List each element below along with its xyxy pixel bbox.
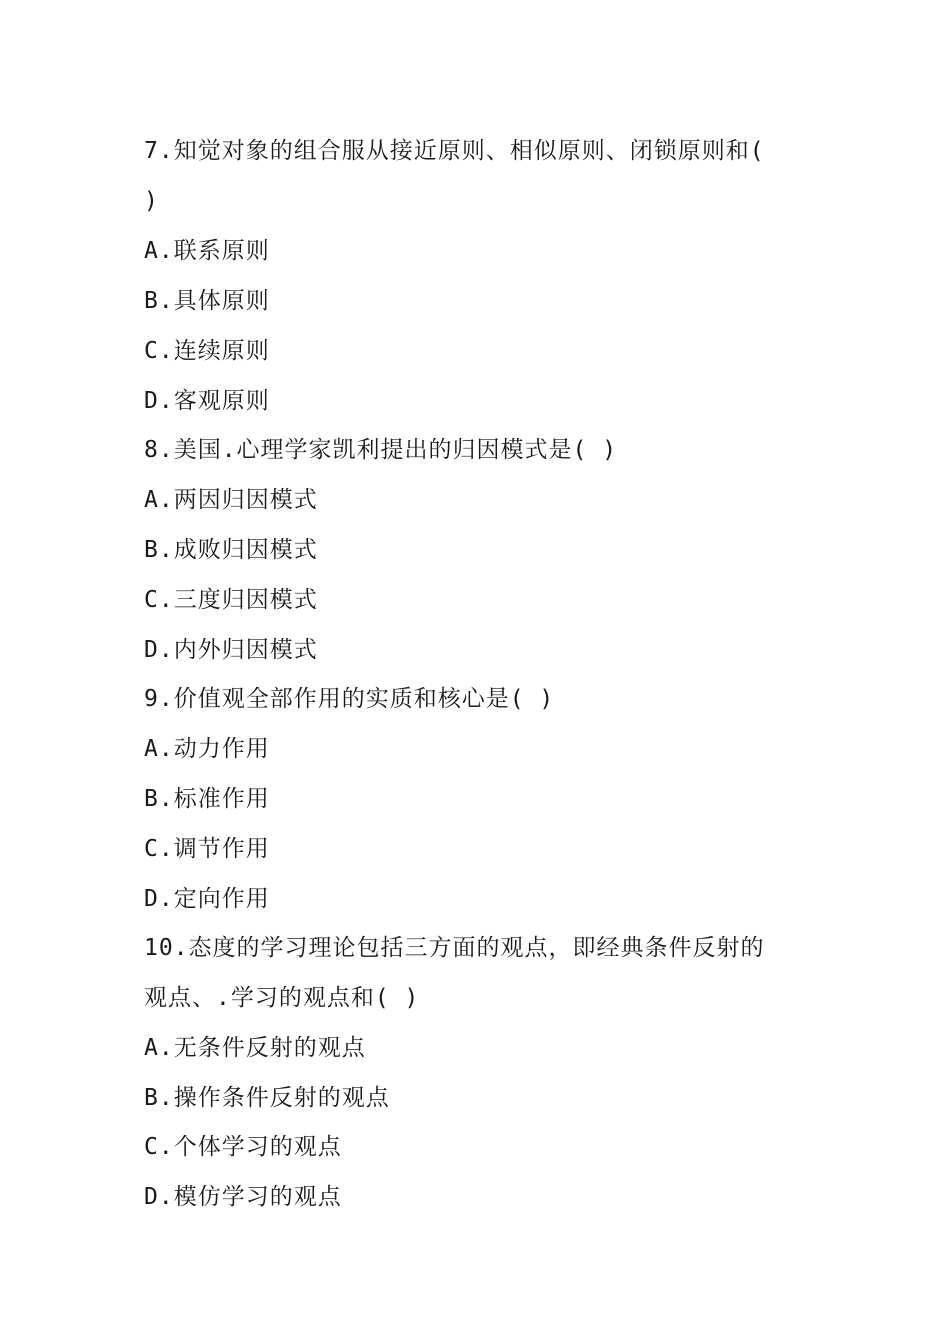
question-10-option-a: A.无条件反射的观点 bbox=[144, 1035, 366, 1061]
question-7-stem-line-1: 7.知觉对象的组合服从接近原则、相似原则、闭锁原则和( bbox=[144, 138, 765, 164]
question-9-option-c: C.调节作用 bbox=[144, 836, 270, 862]
question-7-option-a: A.联系原则 bbox=[144, 238, 270, 264]
question-8-option-a: A.两因归因模式 bbox=[144, 487, 318, 513]
question-10-option-d: D.模仿学习的观点 bbox=[144, 1184, 342, 1210]
question-7-option-d: D.客观原则 bbox=[144, 388, 270, 414]
question-7-option-c: C.连续原则 bbox=[144, 338, 270, 364]
question-10-option-b: B.操作条件反射的观点 bbox=[144, 1085, 390, 1111]
question-7-stem-line-2: ) bbox=[144, 188, 159, 214]
question-9-option-a: A.动力作用 bbox=[144, 736, 270, 762]
question-7-option-b: B.具体原则 bbox=[144, 288, 270, 314]
question-8-stem: 8.美国.心理学家凯利提出的归因模式是( ) bbox=[144, 437, 618, 463]
question-10-stem-line-1: 10.态度的学习理论包括三方面的观点，即经典条件反射的 bbox=[144, 935, 765, 961]
question-10-stem-line-2: 观点、.学习的观点和( ) bbox=[144, 985, 420, 1011]
question-8-option-d: D.内外归因模式 bbox=[144, 637, 318, 663]
question-9-option-d: D.定向作用 bbox=[144, 886, 270, 912]
question-8-option-c: C.三度归因模式 bbox=[144, 587, 318, 613]
question-9-option-b: B.标准作用 bbox=[144, 786, 270, 812]
question-9-stem: 9.价值观全部作用的实质和核心是( ) bbox=[144, 686, 555, 712]
question-10-option-c: C.个体学习的观点 bbox=[144, 1134, 342, 1160]
question-8-option-b: B.成败归因模式 bbox=[144, 537, 318, 563]
